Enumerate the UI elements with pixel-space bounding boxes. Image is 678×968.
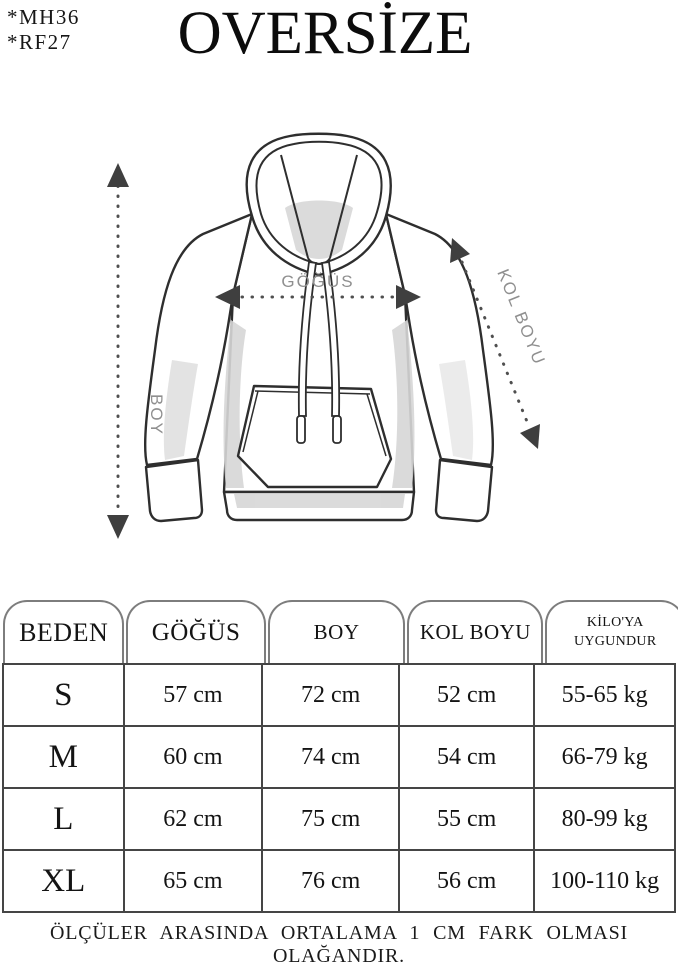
hoodie-pocket [238, 386, 391, 487]
cell-chest: 65 cm [125, 851, 264, 911]
cell-sleeve: 52 cm [400, 665, 535, 725]
cell-weight: 100-110 kg [550, 867, 660, 894]
cell-size: S [4, 665, 125, 725]
hoodie-left-cuff [146, 460, 202, 521]
table-row-xl [4, 851, 674, 911]
hoodie-right-cuff [436, 460, 492, 521]
cell-size: L [4, 789, 125, 849]
cell-length: 75 cm [263, 789, 400, 849]
length-label: BOY [147, 394, 166, 436]
cell-size: M [4, 727, 125, 787]
cell-chest: 62 cm [125, 789, 264, 849]
size-diagram [0, 85, 678, 580]
product-code-1: *MH36 [7, 5, 80, 29]
header-kiloya-line2: UYGUNDUR [573, 633, 657, 649]
chest-label: GÖĞÜS [281, 272, 355, 291]
cell-sleeve: 56 cm [400, 851, 535, 911]
table-row-l [4, 789, 674, 851]
header-kiloya-line1: KİLO'YA [586, 615, 644, 631]
cell-weight: 80-99 kg [561, 805, 648, 832]
cell-length: 76 cm [263, 851, 400, 911]
cell-size: XL [4, 851, 125, 911]
header-boy: BOY [268, 600, 405, 663]
header-gogus: GÖĞÜS [126, 600, 266, 663]
size-table [2, 600, 676, 913]
table-row-m [4, 727, 674, 789]
cell-chest: 60 cm [125, 727, 264, 787]
size-table-header [2, 600, 676, 663]
cell-chest: 57 cm [125, 665, 264, 725]
cell-weight: 66-79 kg [561, 743, 648, 770]
cell-length: 72 cm [263, 665, 400, 725]
tolerance-note: ÖLÇÜLER ARASINDA ORTALAMA 1 CM FARK OLMASI OLAĞANDIR. [49, 922, 629, 967]
size-table-body [2, 663, 676, 913]
sleeve-label: KOL BOYU [493, 266, 550, 369]
hoodie-drawing [0, 85, 678, 580]
header-beden: BEDEN [3, 600, 124, 663]
cell-length: 74 cm [263, 727, 400, 787]
page-title: OVERSİZE [177, 0, 473, 67]
header-kiloya-uygundur [545, 600, 678, 663]
cell-sleeve: 55 cm [400, 789, 535, 849]
product-code-2: *RF27 [7, 29, 72, 54]
table-row-s [4, 665, 674, 727]
header-kol-boyu: KOL BOYU [407, 600, 543, 663]
cell-weight: 55-65 kg [561, 681, 648, 708]
cell-sleeve: 54 cm [400, 727, 535, 787]
